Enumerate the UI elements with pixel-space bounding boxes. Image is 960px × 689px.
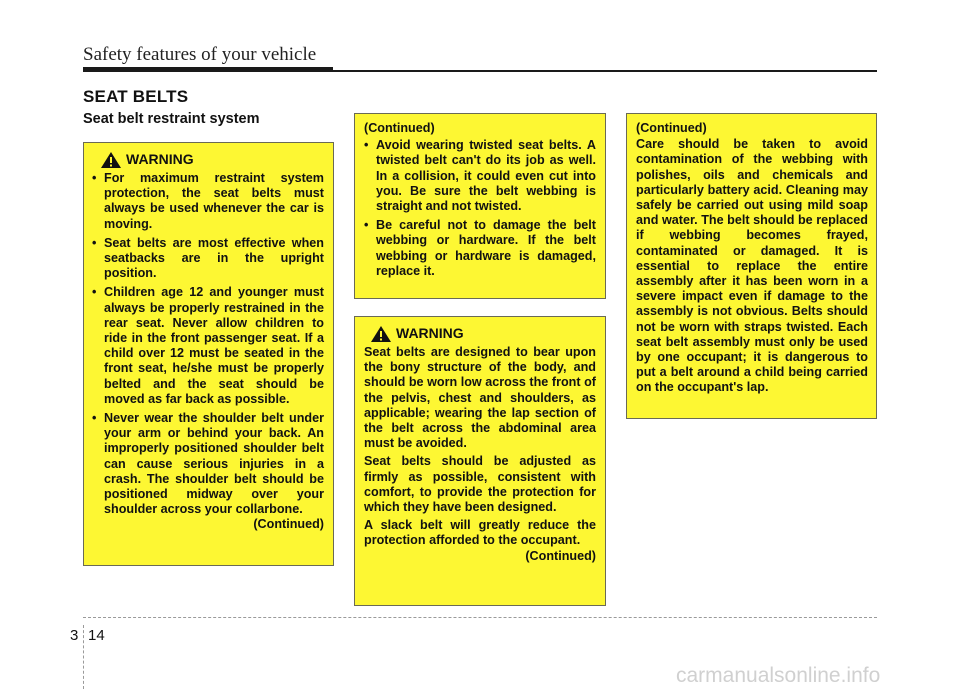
warning-list [92, 171, 324, 517]
info-box-middle-top [354, 113, 606, 299]
footer-vertical-rule [83, 625, 84, 689]
continued-label: (Continued) [525, 548, 596, 563]
warning-triangle-icon [100, 151, 122, 169]
continued-label: (Continued) [253, 517, 324, 532]
continued-label: (Continued) [364, 121, 435, 135]
warning-heading [364, 325, 596, 343]
list-item: • Never wear the shoulder belt under your arm or behind your back. An improperly positioned shoulder belt can cause serious injuries in a crash. The shoulder belt should be positioned midway over your shoulder across your collarbone. [92, 411, 324, 517]
section-title: SEAT BELTS [83, 87, 189, 106]
info-list [364, 138, 596, 279]
footer-rule [83, 617, 877, 618]
warning-heading [92, 151, 324, 169]
warning-box-middle [354, 316, 606, 606]
paragraph: Seat belts should be adjusted as firmly as possible, consistent with comfort, to provide the protection for which they have been designed. [364, 454, 596, 515]
warning-label: WARNING [396, 325, 464, 342]
header-rule-thick [83, 67, 333, 72]
list-item: • Seat belts are most effective when seatbacks are in the upright position. [92, 236, 324, 282]
continued-label: (Continued) [636, 121, 707, 135]
watermark: carmanualsonline.info [676, 664, 881, 687]
chapter-number: 3 [70, 627, 79, 644]
warning-label: WARNING [126, 151, 194, 168]
paragraph: Care should be taken to avoid contamination of the webbing with polishes, oils and chemicals and particularly battery acid. Cleaning may safely be carried out using mild soap and water. The belt should be replaced if webbing becomes frayed, contaminated or damaged. It is essential to replace the entire assembly after it has been worn in a severe impact even if damage to the assembly is not obvious. Belts should not be worn with straps twisted. Each seat belt assembly must only be used by one occupant; it is dangerous to put a belt around a child being carried on the occupant's lap. [636, 137, 868, 395]
paragraph: Seat belts are designed to bear upon the bony structure of the body, and should be worn low across the front of the pelvis, chest and shoulders, as applicable; wearing the lap section of the belt across the abdominal area must be avoided. [364, 345, 596, 451]
list-item: • Be careful not to damage the belt webbing or hardware. If the belt webbing or hardware is damaged, replace it. [364, 218, 596, 279]
paragraph: A slack belt will greatly reduce the protection afforded to the occupant. [364, 518, 596, 548]
page-number: 14 [88, 627, 105, 644]
info-box-right [626, 113, 877, 419]
warning-triangle-icon [370, 325, 392, 343]
header-rule-thin [333, 70, 877, 72]
subsection-title: Seat belt restraint system [83, 111, 260, 127]
warning-box-left [83, 142, 334, 566]
list-item: • Children age 12 and younger must always be properly restrained in the rear seat. Never allow children to ride in the front passenger seat. If a child over 12 must be seated in the front seat, he/she must be properly belted and the seat should be moved as far back as possible. [92, 285, 324, 407]
list-item: • Avoid wearing twisted seat belts. A twisted belt can't do its job as well. In a collision, it could even cut into you. Be sure the belt webbing is straight and not twisted. [364, 138, 596, 214]
list-item: • For maximum restraint system protection, the seat belts must always be used whenever the car is moving. [92, 171, 324, 232]
page-header-title: Safety features of your vehicle [83, 44, 317, 65]
